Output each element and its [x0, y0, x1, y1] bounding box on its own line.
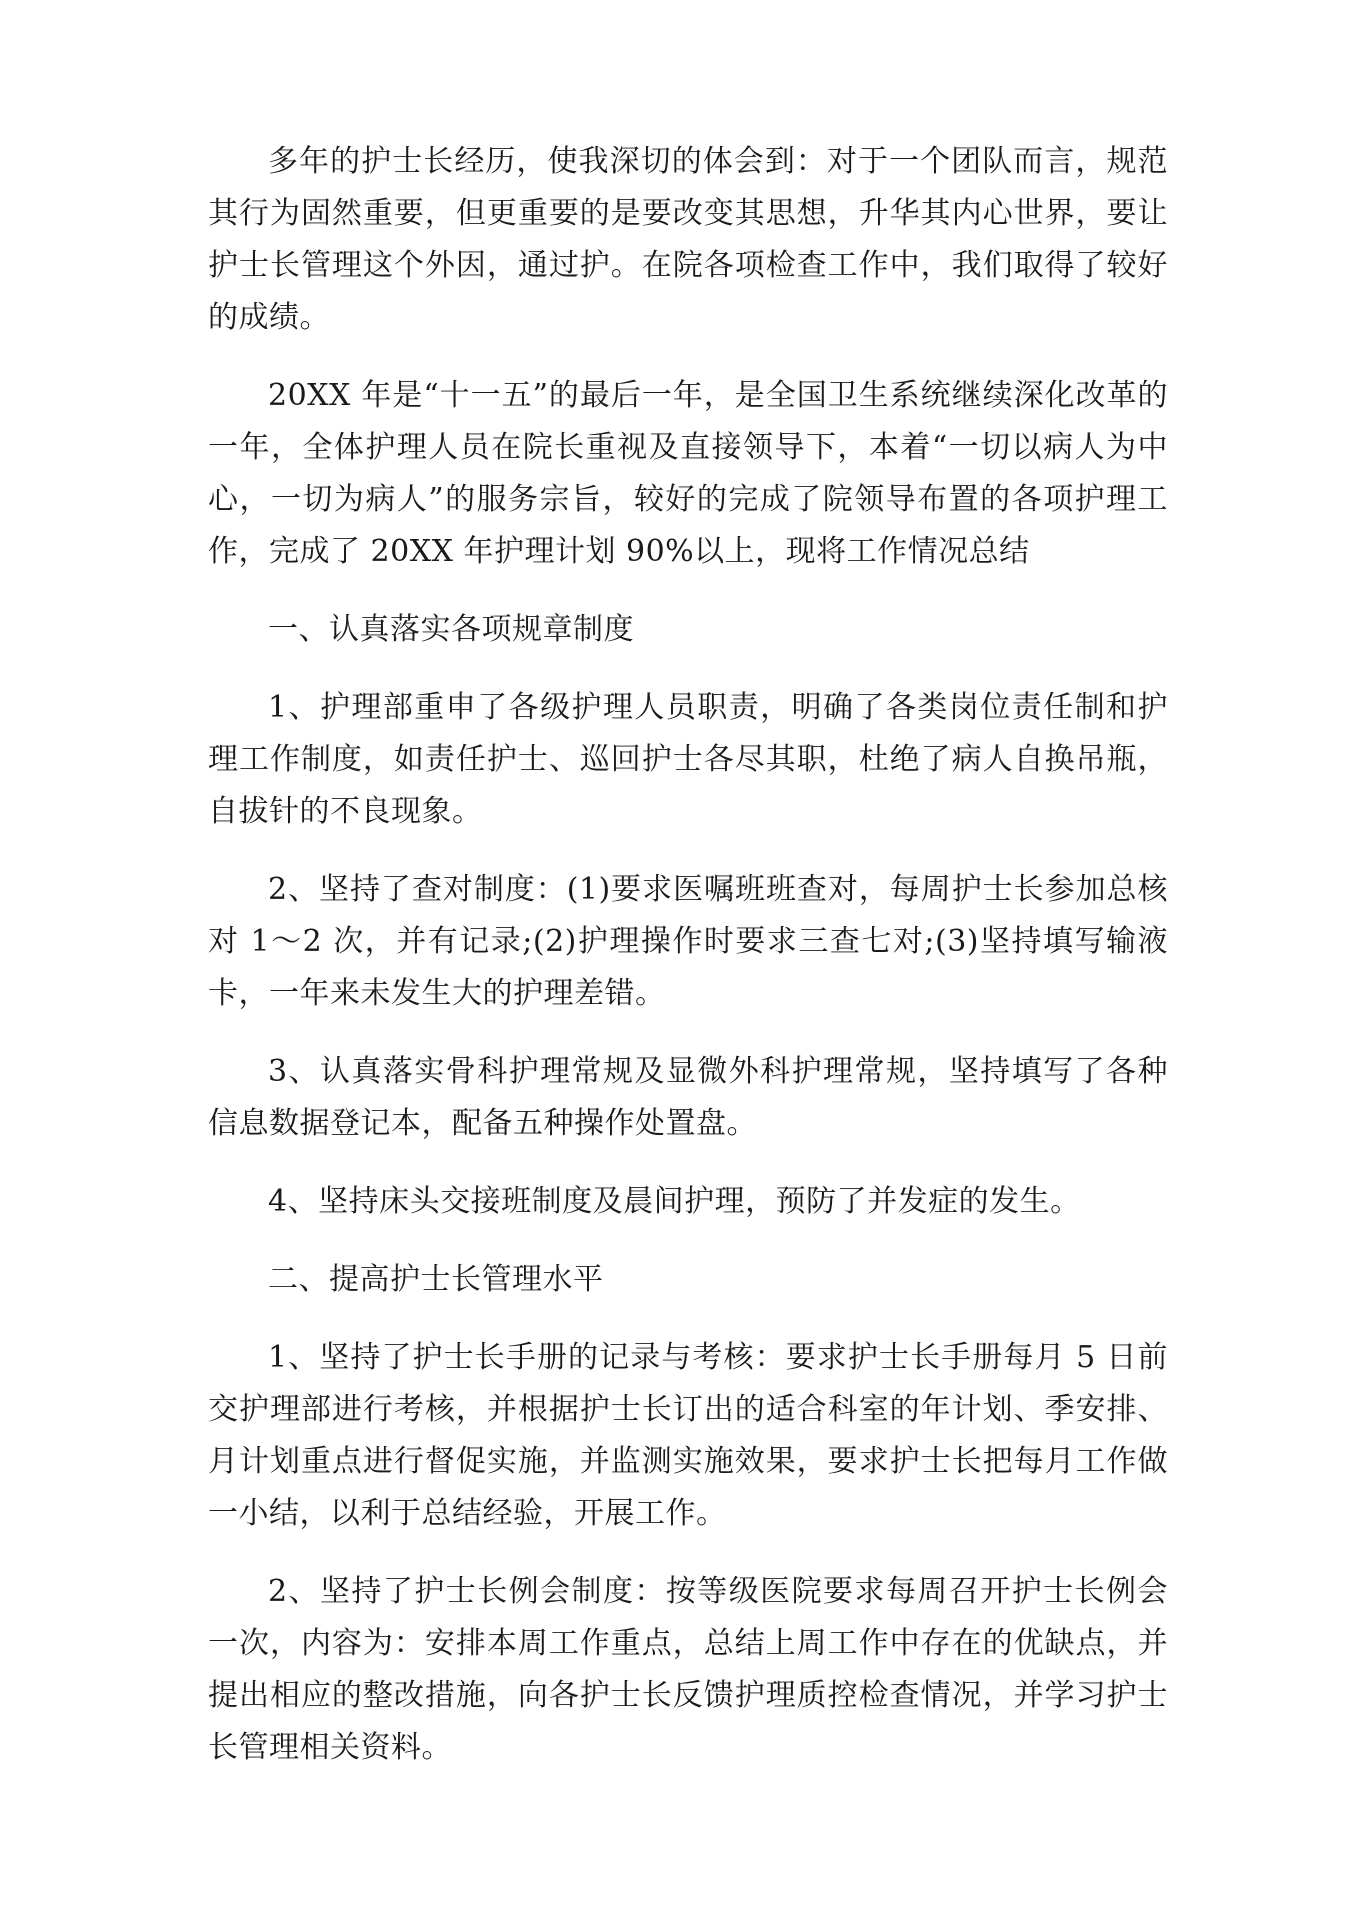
document-body: [208, 136, 1168, 1800]
paragraph-intro: 多年的护士长经历，使我深切的体会到：对于一个团队而言，规范其行为固然重要，但更重要的是要改变其思想，升华其内心世界，要让护士长管理这个外因，通过护。在院各项检查工作中，我们取得了较好的成绩。: [208, 144, 1168, 335]
section-heading-1: 一、认真落实各项规章制度: [268, 612, 634, 647]
paragraph-item-1-1: 1、护理部重申了各级护理人员职责，明确了各类岗位责任制和护理工作制度，如责任护士、巡回护士各尽其职，杜绝了病人自换吊瓶，自拔针的不良现象。: [208, 690, 1168, 829]
paragraph-item-1-2: 2、坚持了查对制度：(1)要求医嘱班班查对，每周护士长参加总核对 1～2 次，并有记录;(2)护理操作时要求三查七对;(3)坚持填写输液卡，一年来未发生大的护理差错。: [208, 872, 1168, 1011]
paragraph-summary: 20XX 年是“十一五”的最后一年，是全国卫生系统继续深化改革的一年，全体护理人员在院长重视及直接领导下，本着“一切以病人为中心，一切为病人”的服务宗旨，较好的完成了院领导布置的各项护理工作，完成了 20XX 年护理计划 90%以上，现将工作情况总结: [208, 378, 1168, 569]
paragraph-item-1-4: 4、坚持床头交接班制度及晨间护理，预防了并发症的发生。: [268, 1184, 1081, 1219]
paragraph-item-2-2: 2、坚持了护士长例会制度：按等级医院要求每周召开护士长例会一次，内容为：安排本周工作重点，总结上周工作中存在的优缺点，并提出相应的整改措施，向各护士长反馈护理质控检查情况，并学习护士长管理相关资料。: [208, 1574, 1168, 1765]
paragraph-item-1-3: 3、认真落实骨科护理常规及显微外科护理常规，坚持填写了各种信息数据登记本，配备五种操作处置盘。: [208, 1054, 1168, 1141]
section-heading-2: 二、提高护士长管理水平: [268, 1262, 604, 1297]
paragraph-item-2-1: 1、坚持了护士长手册的记录与考核：要求护士长手册每月 5 日前交护理部进行考核，并根据护士长订出的适合科室的年计划、季安排、月计划重点进行督促实施，并监测实施效果，要求护士长把每月工作做一小结，以利于总结经验，开展工作。: [208, 1340, 1168, 1531]
